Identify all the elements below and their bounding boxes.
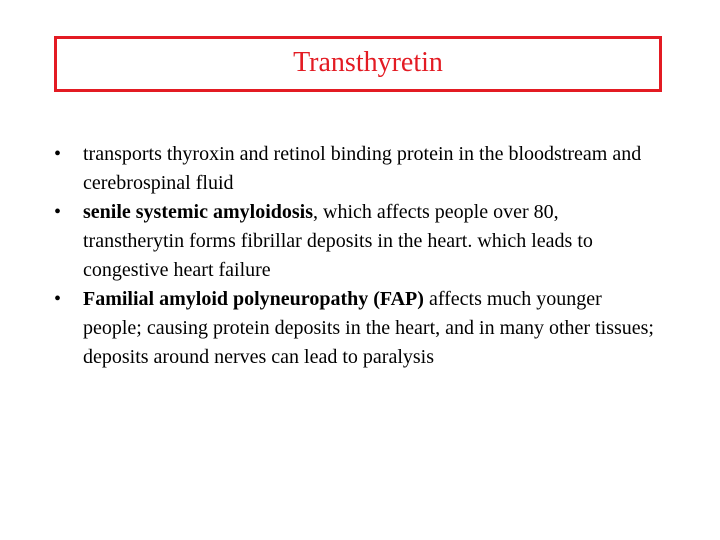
bullet-item (54, 198, 664, 285)
title-box (54, 36, 662, 92)
bullet-bold-phrase: senile systemic amyloidosis (83, 201, 313, 223)
slide-title: Transthyretin (293, 47, 443, 78)
bullet-dot-icon: • (54, 288, 62, 310)
bullet-text: transports thyroxin and retinol binding protein in the bloodstream and cerebrospinal fluid (83, 143, 642, 194)
bullet-list (54, 140, 664, 372)
bullet-dot-icon: • (54, 143, 62, 165)
bullet-text: , which affects people over 80, transtherytin forms fibrillar deposits in the heart. which leads to congestive heart failure (83, 201, 593, 281)
bullet-dot-icon: • (54, 201, 62, 223)
bullet-text: affects much younger people; causing protein deposits in the heart, and in many other tissues; deposits around nerves can lead to paralysis (83, 288, 654, 368)
bullet-item (54, 140, 664, 198)
bullet-item (54, 285, 664, 372)
bullet-bold-phrase: Familial amyloid polyneuropathy (FAP) (83, 288, 424, 310)
